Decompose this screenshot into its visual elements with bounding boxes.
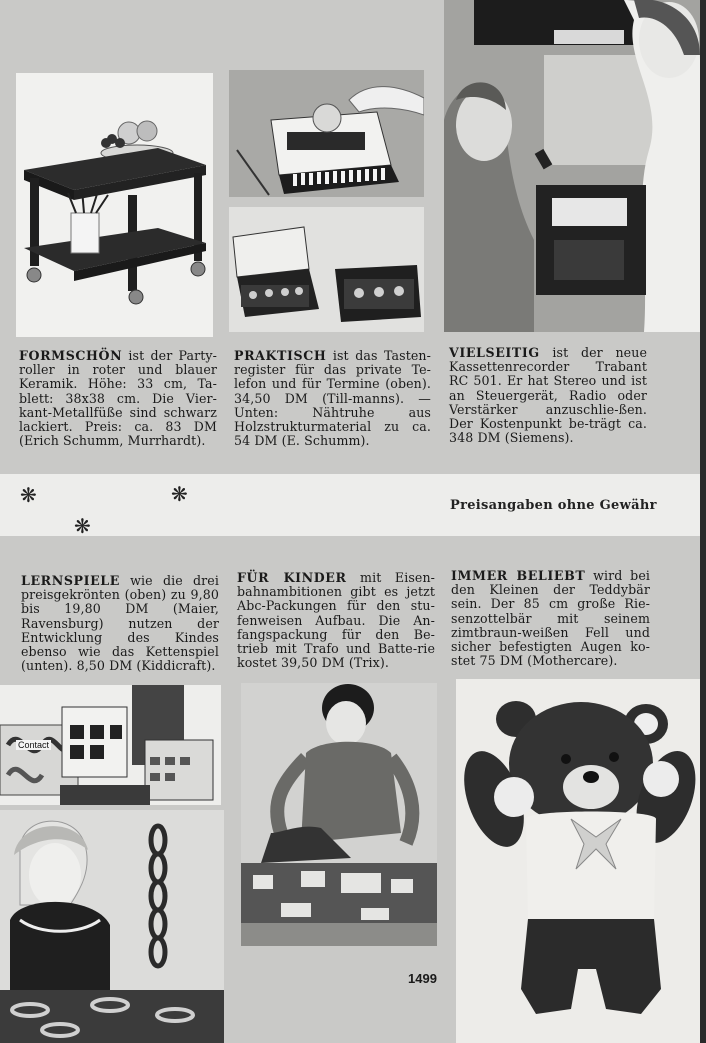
- model-railway-illustration: [241, 683, 437, 946]
- page-number: 1499: [408, 971, 437, 986]
- photo-cassette-recorder: [444, 0, 700, 332]
- cassette-recorder-illustration: [444, 0, 700, 332]
- game-box-title: Contact: [18, 740, 50, 750]
- party-roller-illustration: [16, 73, 213, 337]
- caption-vielseitig: [449, 346, 647, 445]
- photo-party-roller: [16, 73, 213, 337]
- photo-sewing-chests: [229, 207, 424, 332]
- caption-lead: VIELSEITIG: [449, 345, 540, 360]
- snowflake-ornament-icon: ❋: [171, 482, 188, 506]
- snowflake-ornament-icon: ❋: [74, 514, 91, 538]
- teddy-bear-illustration: [456, 679, 700, 1043]
- caption-lernspiele: [21, 574, 219, 673]
- scan-edge: [700, 0, 706, 1043]
- caption-text: ist der Party-roller in roter und blauer Keramik. Höhe: 33 cm, Ta-blett: 38x38 cm. Die Vier-kant-Metallfüße sind schwarz lackiert. Preis: ca. 83 DM (Erich Schumm, Murrhardt).: [19, 348, 217, 449]
- caption-text: ist der neue Kassettenrecorder Trabant RC 501. Er hat Stereo und ist an Steuergerät, Radio oder Verstärker anzuschlie-ßen. Der Kostenpunkt be-trägt ca. 348 DM (Siemens).: [449, 345, 647, 446]
- photo-learning-games: [0, 685, 221, 805]
- sewing-chests-illustration: [229, 207, 424, 332]
- caption-lead: FÜR KINDER: [237, 570, 347, 585]
- photo-teddy-bear: [456, 679, 700, 1043]
- telephone-register-illustration: [229, 70, 424, 197]
- caption-lead: FORMSCHÖN: [19, 348, 123, 363]
- photo-model-railway: [241, 683, 437, 946]
- photo-telephone-register: [229, 70, 424, 197]
- caption-formschoen: [19, 349, 217, 448]
- caption-text: wird bei den Kleinen der Teddybär sein. Der 85 cm große Rie-senzottelbär mit seinem zimtbraun-weißen Fell und sicher befestigten Augen ko-stet 75 DM (Mothercare).: [451, 568, 650, 669]
- caption-text: mit Eisen-bahnambitionen gibt es jetzt Abc-Packungen für den stu-fenweisen Aufbau. Die An-fangspackung für den Be-trieb mit Trafo und Batte-rie kostet 39,50 DM (Trix).: [237, 570, 436, 671]
- price-disclaimer: Preisangaben ohne Gewähr: [450, 498, 657, 513]
- caption-text: ist das Tasten-register für das private Te-lefon und für Termine (oben). 34,50 DM (Till-manns). — Unten: Nähtruhe aus Holzstrukturmaterial zu ca. 54 DM (E. Schumm).: [234, 348, 431, 449]
- caption-fuer-kinder: [237, 571, 435, 670]
- caption-text: wie die drei preisgekrönten (oben) zu 9,80 bis 19,80 DM (Maier, Ravensburg) nutzen der Entwicklung des Kindes ebenso wie das Kettenspiel (unten). 8,50 DM (Kiddicraft).: [21, 573, 219, 674]
- chain-game-illustration: [0, 810, 224, 1043]
- caption-praktisch: [234, 349, 431, 448]
- photo-chain-game: [0, 810, 224, 1043]
- snowflake-ornament-icon: ❋: [20, 483, 37, 507]
- caption-lead: PRAKTISCH: [234, 348, 327, 363]
- caption-lead: IMMER BELIEBT: [451, 568, 586, 583]
- caption-immer-beliebt: [451, 569, 650, 668]
- caption-lead: LERNSPIELE: [21, 573, 120, 588]
